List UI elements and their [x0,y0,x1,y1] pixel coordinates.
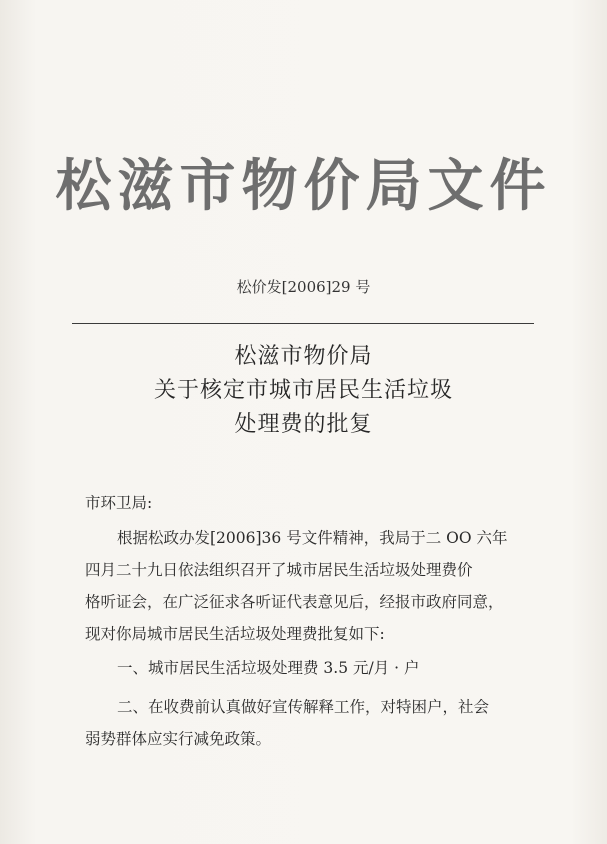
document-subject [0,340,607,442]
paragraph-line: 根据松政办发[2006]36 号文件精神，我局于二 OO 六年 [117,529,508,547]
document-header-title: 松滋市物价局文件 [55,153,552,219]
paragraph-line: 现对你局城市居民生活垃圾处理费批复如下: [85,625,385,643]
document-number: 松价发[2006]29 号 [236,278,371,296]
item-line: 一、城市居民生活垃圾处理费 3.5 元/月 · 户 [117,659,420,677]
paragraph-line: 四月二十九日依法组织召开了城市居民生活垃圾处理费价 [85,561,473,579]
header-divider [72,323,534,324]
paragraph-main [85,522,540,650]
addressee: 市环卫局: [85,494,153,512]
item-two [85,691,540,755]
subject-line-2: 关于核定市城市居民生活垃圾 [153,378,453,403]
subject-line-3: 处理费的批复 [234,412,373,437]
item-line: 弱势群体应实行减免政策。 [85,730,272,748]
paragraph-line: 格听证会，在广泛征求各听证代表意见后，经报市政府同意， [85,593,504,611]
item-one [85,652,540,684]
item-line: 二、在收费前认真做好宣传解释工作，对特困户，社会 [117,698,490,716]
subject-line-1: 松滋市物价局 [234,344,373,369]
